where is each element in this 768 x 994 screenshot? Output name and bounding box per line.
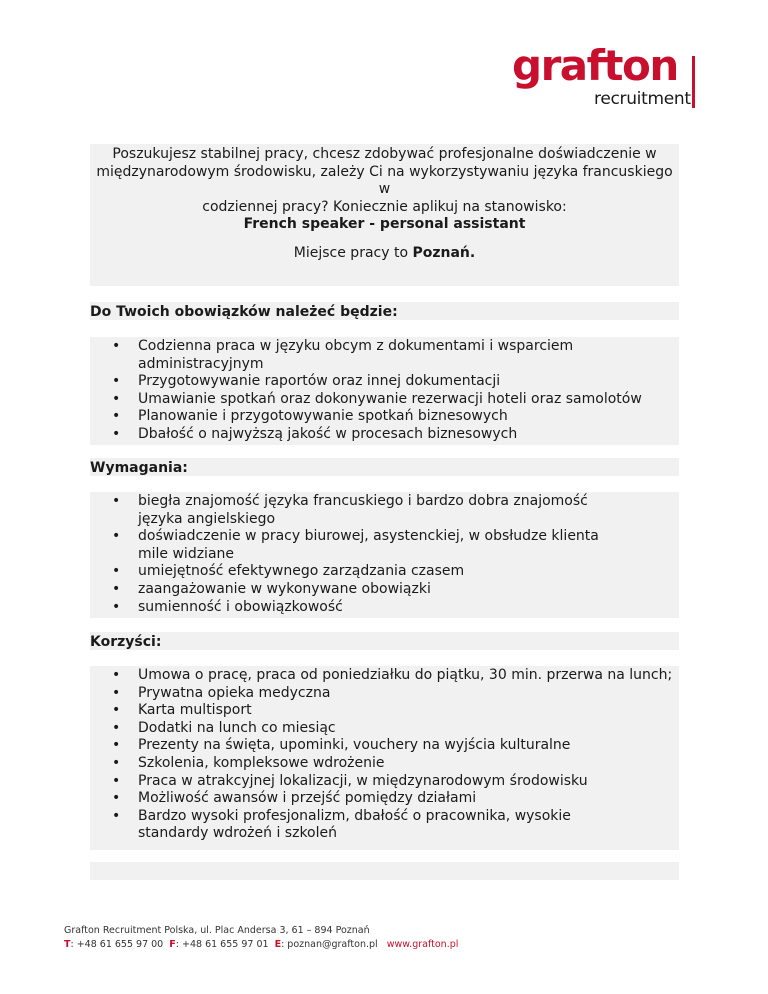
logo-wordmark: grafton	[512, 41, 678, 90]
position-title: French speaker - personal assistant	[243, 216, 526, 233]
duties-heading: Do Twoich obowiązków należeć będzie:	[90, 304, 398, 320]
footer-address: Grafton Recruitment Polska, ul. Plac Andersa 3, 61 – 894 Poznań	[64, 925, 370, 936]
list-item: • Praca w atrakcyjnej lokalizacji, w międzynarodowym środowisku	[90, 773, 679, 791]
list-item: • Umawianie spotkań oraz dokonywanie rezerwacji hoteli oraz samolotów	[90, 391, 679, 409]
requirements-list	[90, 493, 679, 616]
list-item: • doświadczenie w pracy biurowej, asystenckiej, w obsłudze klienta mile widziane	[90, 528, 679, 563]
fax-value: : +48 61 655 97 01	[175, 939, 269, 950]
list-item: • Dodatki na lunch co miesiąc	[90, 720, 679, 738]
intro-line: codziennej pracy? Koniecznie aplikuj na stanowisko:	[202, 198, 567, 215]
trailing-shade	[90, 862, 679, 880]
phone-value: : +48 61 655 97 00	[70, 939, 164, 950]
list-item: • Prezenty na święta, upominki, vouchery na wyjścia kulturalne	[90, 737, 679, 755]
list-item: • Umowa o pracę, praca od poniedziałku do piątku, 30 min. przerwa na lunch;	[90, 667, 679, 685]
list-item: • Codzienna praca w języku obcym z dokumentami i wsparciem administracyjnym	[90, 338, 679, 373]
location-city: Poznań.	[412, 245, 476, 261]
list-item: • umiejętność efektywnego zarządzania czasem	[90, 563, 679, 581]
list-item: • Bardzo wysoki profesjonalizm, dbałość o pracownika, wysokie standardy wdrożeń i szkoleń	[90, 808, 679, 843]
benefits-heading: Korzyści:	[90, 634, 162, 650]
website-link[interactable]: www.grafton.pl	[386, 939, 459, 950]
work-location	[90, 244, 679, 262]
logo-divider-bar	[692, 56, 695, 108]
location-prefix: Miejsce pracy to	[293, 245, 413, 261]
list-item: • Szkolenia, kompleksowe wdrożenie	[90, 755, 679, 773]
list-item: • Przygotowywanie raportów oraz innej dokumentacji	[90, 373, 679, 391]
grafton-logo	[512, 41, 702, 109]
footer-contacts	[64, 938, 458, 952]
intro-line: międzynarodowym środowisku, zależy Ci na wykorzystywaniu języka francuskiego w	[96, 163, 673, 198]
email-label: E	[274, 939, 282, 950]
logo-subtitle: recruitment	[594, 89, 691, 109]
benefits-list	[90, 667, 679, 843]
phone-label: T	[64, 939, 71, 950]
footer	[64, 924, 458, 952]
duties-list	[90, 338, 679, 444]
intro-line: Poszukujesz stabilnej pracy, chcesz zdobywać profesjonalne doświadczenie w	[112, 146, 657, 162]
list-item: • Dbałość o najwyższą jakość w procesach biznesowych	[90, 426, 679, 444]
email-value: : poznan@grafton.pl	[281, 939, 378, 950]
list-item: • Możliwość awansów i przejść pomiędzy działami	[90, 790, 679, 808]
benefits-heading-shade	[90, 632, 679, 650]
fax-label: F	[169, 939, 176, 950]
list-item: • Karta multisport	[90, 702, 679, 720]
list-item: • Prywatna opieka medyczna	[90, 685, 679, 703]
list-item: • biegła znajomość języka francuskiego i bardzo dobra znajomość języka angielskiego	[90, 493, 679, 528]
requirements-heading: Wymagania:	[90, 460, 188, 476]
intro-text	[90, 146, 679, 234]
list-item: • zaangażowanie w wykonywane obowiązki	[90, 581, 679, 599]
list-item: • sumienność i obowiązkowość	[90, 599, 679, 617]
list-item: • Planowanie i przygotowywanie spotkań biznesowych	[90, 408, 679, 426]
